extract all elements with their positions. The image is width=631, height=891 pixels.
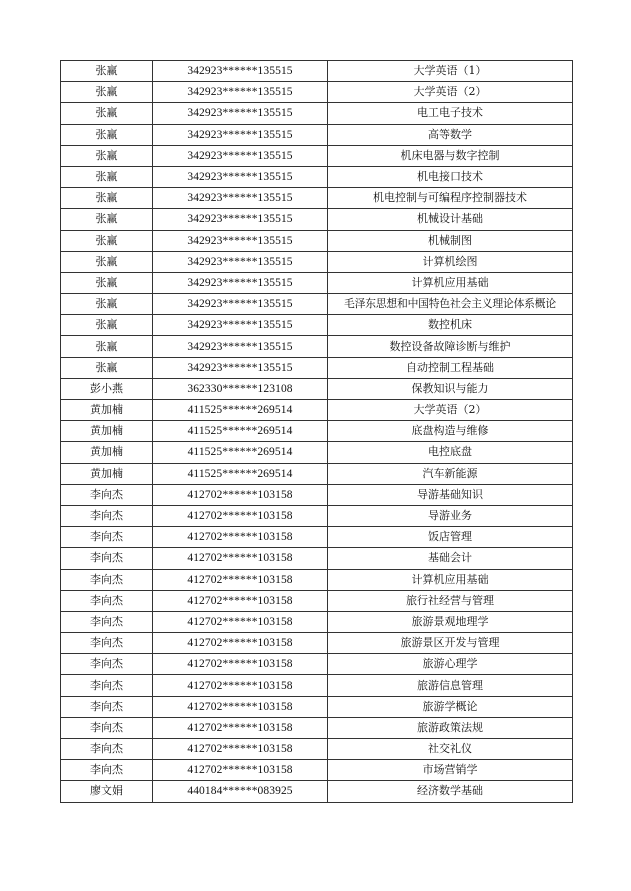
id-number-cell: 412702******103158 <box>153 739 328 760</box>
name-cell: 张赢 <box>61 103 153 124</box>
student-course-table <box>60 60 573 803</box>
name-cell: 李向杰 <box>61 611 153 632</box>
id-number-cell: 412702******103158 <box>153 696 328 717</box>
id-number-cell: 342923******135515 <box>153 315 328 336</box>
course-cell: 市场营销学 <box>328 760 573 781</box>
course-cell: 旅游学概论 <box>328 696 573 717</box>
table-row <box>61 654 573 675</box>
name-cell: 张赢 <box>61 336 153 357</box>
name-cell: 李向杰 <box>61 548 153 569</box>
name-cell: 黄加楠 <box>61 421 153 442</box>
id-number-cell: 342923******135515 <box>153 124 328 145</box>
course-cell: 保教知识与能力 <box>328 378 573 399</box>
course-cell: 高等数学 <box>328 124 573 145</box>
id-number-cell: 342923******135515 <box>153 294 328 315</box>
id-number-cell: 412702******103158 <box>153 484 328 505</box>
table-row <box>61 548 573 569</box>
id-number-cell: 412702******103158 <box>153 548 328 569</box>
id-number-cell: 411525******269514 <box>153 463 328 484</box>
name-cell: 张赢 <box>61 82 153 103</box>
table-row <box>61 590 573 611</box>
course-cell: 汽车新能源 <box>328 463 573 484</box>
name-cell: 李向杰 <box>61 696 153 717</box>
course-cell: 计算机应用基础 <box>328 272 573 293</box>
name-cell: 李向杰 <box>61 675 153 696</box>
table-row <box>61 463 573 484</box>
table-row <box>61 611 573 632</box>
table-row <box>61 315 573 336</box>
id-number-cell: 411525******269514 <box>153 400 328 421</box>
id-number-cell: 342923******135515 <box>153 272 328 293</box>
id-number-cell: 342923******135515 <box>153 251 328 272</box>
table-row <box>61 336 573 357</box>
id-number-cell: 412702******103158 <box>153 611 328 632</box>
course-cell: 大学英语（1） <box>328 61 573 82</box>
id-number-cell: 342923******135515 <box>153 230 328 251</box>
name-cell: 李向杰 <box>61 590 153 611</box>
course-cell: 数控机床 <box>328 315 573 336</box>
student-course-table-container <box>60 60 572 803</box>
table-row <box>61 166 573 187</box>
name-cell: 张赢 <box>61 230 153 251</box>
table-row <box>61 103 573 124</box>
table-row <box>61 294 573 315</box>
id-number-cell: 412702******103158 <box>153 675 328 696</box>
table-row <box>61 82 573 103</box>
course-cell: 底盘构造与维修 <box>328 421 573 442</box>
table-row <box>61 675 573 696</box>
table-row <box>61 251 573 272</box>
name-cell: 李向杰 <box>61 505 153 526</box>
table-row <box>61 400 573 421</box>
course-cell: 机械制图 <box>328 230 573 251</box>
table-row <box>61 505 573 526</box>
course-cell: 旅游景区开发与管理 <box>328 633 573 654</box>
course-cell: 经济数学基础 <box>328 781 573 802</box>
id-number-cell: 412702******103158 <box>153 590 328 611</box>
id-number-cell: 342923******135515 <box>153 61 328 82</box>
table-row <box>61 527 573 548</box>
course-cell: 大学英语（2） <box>328 82 573 103</box>
id-number-cell: 412702******103158 <box>153 505 328 526</box>
id-number-cell: 362330******123108 <box>153 378 328 399</box>
name-cell: 李向杰 <box>61 717 153 738</box>
id-number-cell: 412702******103158 <box>153 760 328 781</box>
table-row <box>61 421 573 442</box>
course-cell: 旅游政策法规 <box>328 717 573 738</box>
course-cell: 旅行社经营与管理 <box>328 590 573 611</box>
name-cell: 李向杰 <box>61 739 153 760</box>
table-row <box>61 145 573 166</box>
name-cell: 李向杰 <box>61 633 153 654</box>
name-cell: 李向杰 <box>61 484 153 505</box>
name-cell: 张赢 <box>61 124 153 145</box>
course-cell: 社交礼仪 <box>328 739 573 760</box>
table-row <box>61 781 573 802</box>
course-cell: 电工电子技术 <box>328 103 573 124</box>
id-number-cell: 412702******103158 <box>153 654 328 675</box>
id-number-cell: 412702******103158 <box>153 717 328 738</box>
table-row <box>61 188 573 209</box>
name-cell: 李向杰 <box>61 760 153 781</box>
table-row <box>61 696 573 717</box>
course-cell: 电控底盘 <box>328 442 573 463</box>
name-cell: 张赢 <box>61 209 153 230</box>
table-row <box>61 357 573 378</box>
table-row <box>61 209 573 230</box>
course-cell: 机床电器与数字控制 <box>328 145 573 166</box>
id-number-cell: 342923******135515 <box>153 209 328 230</box>
name-cell: 张赢 <box>61 61 153 82</box>
id-number-cell: 342923******135515 <box>153 82 328 103</box>
course-cell: 旅游信息管理 <box>328 675 573 696</box>
table-row <box>61 272 573 293</box>
id-number-cell: 342923******135515 <box>153 357 328 378</box>
course-cell: 饭店管理 <box>328 527 573 548</box>
id-number-cell: 342923******135515 <box>153 103 328 124</box>
course-cell: 毛泽东思想和中国特色社会主义理论体系概论 <box>328 294 573 315</box>
name-cell: 张赢 <box>61 188 153 209</box>
id-number-cell: 411525******269514 <box>153 421 328 442</box>
table-row <box>61 739 573 760</box>
course-cell: 导游基础知识 <box>328 484 573 505</box>
table-row <box>61 484 573 505</box>
course-cell: 基础会计 <box>328 548 573 569</box>
course-cell: 机电接口技术 <box>328 166 573 187</box>
table-row <box>61 569 573 590</box>
name-cell: 廖文娟 <box>61 781 153 802</box>
table-row <box>61 230 573 251</box>
table-row <box>61 378 573 399</box>
table-row <box>61 717 573 738</box>
id-number-cell: 342923******135515 <box>153 188 328 209</box>
table-row <box>61 760 573 781</box>
course-cell: 导游业务 <box>328 505 573 526</box>
id-number-cell: 342923******135515 <box>153 166 328 187</box>
course-cell: 大学英语（2） <box>328 400 573 421</box>
name-cell: 彭小燕 <box>61 378 153 399</box>
name-cell: 黄加楠 <box>61 400 153 421</box>
id-number-cell: 412702******103158 <box>153 527 328 548</box>
name-cell: 李向杰 <box>61 569 153 590</box>
table-row <box>61 61 573 82</box>
table-row <box>61 633 573 654</box>
name-cell: 黄加楠 <box>61 442 153 463</box>
table-row <box>61 124 573 145</box>
name-cell: 李向杰 <box>61 654 153 675</box>
id-number-cell: 440184******083925 <box>153 781 328 802</box>
course-cell: 旅游心理学 <box>328 654 573 675</box>
name-cell: 张赢 <box>61 251 153 272</box>
name-cell: 张赢 <box>61 166 153 187</box>
id-number-cell: 412702******103158 <box>153 633 328 654</box>
course-cell: 数控设备故障诊断与维护 <box>328 336 573 357</box>
table-body <box>61 61 573 803</box>
id-number-cell: 342923******135515 <box>153 336 328 357</box>
course-cell: 自动控制工程基础 <box>328 357 573 378</box>
id-number-cell: 411525******269514 <box>153 442 328 463</box>
name-cell: 张赢 <box>61 145 153 166</box>
course-cell: 计算机应用基础 <box>328 569 573 590</box>
name-cell: 张赢 <box>61 315 153 336</box>
id-number-cell: 342923******135515 <box>153 145 328 166</box>
course-cell: 旅游景观地理学 <box>328 611 573 632</box>
name-cell: 李向杰 <box>61 527 153 548</box>
id-number-cell: 412702******103158 <box>153 569 328 590</box>
name-cell: 张赢 <box>61 294 153 315</box>
course-cell: 机械设计基础 <box>328 209 573 230</box>
course-cell: 计算机绘图 <box>328 251 573 272</box>
name-cell: 黄加楠 <box>61 463 153 484</box>
name-cell: 张赢 <box>61 272 153 293</box>
table-row <box>61 442 573 463</box>
name-cell: 张赢 <box>61 357 153 378</box>
course-cell: 机电控制与可编程序控制器技术 <box>328 188 573 209</box>
